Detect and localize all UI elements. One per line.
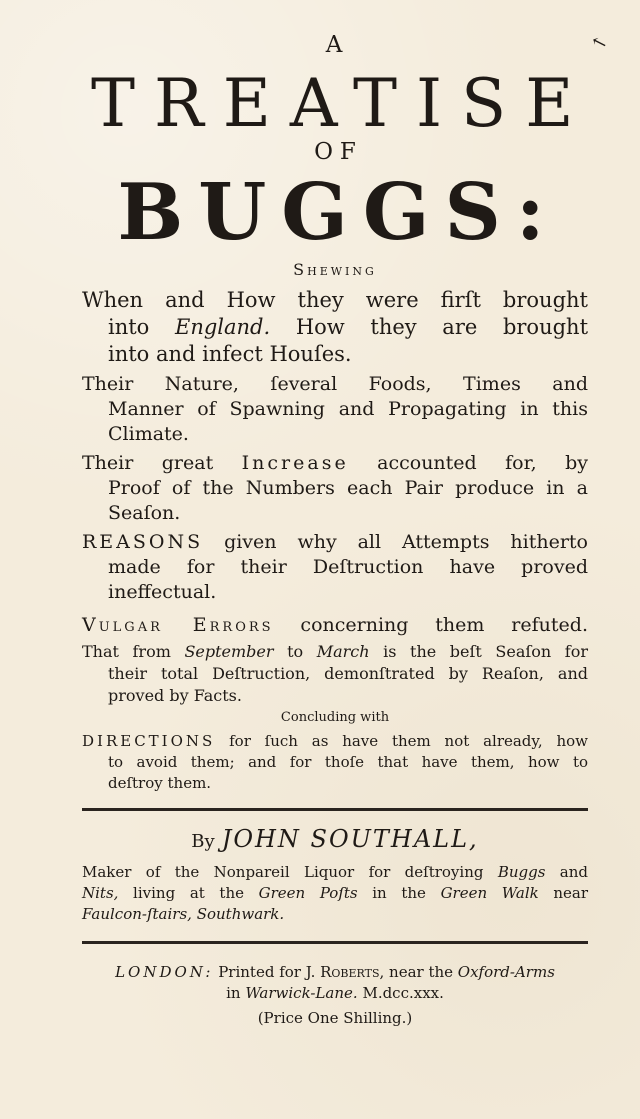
section-increase-line-3: Seaſon. — [108, 502, 181, 524]
section-directions — [82, 731, 588, 794]
section-nature-line-3: Climate. — [108, 423, 189, 445]
section-when-how-line-3: into and infect Houſes. — [108, 342, 352, 366]
maker-line-1: Maker of the Nonpareil Liquor for deſtroying Buggs and — [82, 863, 588, 881]
author-line — [82, 825, 588, 856]
treatise-title: TREATISE — [91, 65, 593, 142]
section-vulgar-errors — [82, 613, 588, 637]
maker-line-3: Faulcon-ſtairs, Southwark. — [82, 905, 285, 923]
bottom-rule — [82, 941, 588, 944]
article-a: A — [325, 32, 345, 58]
section-season-line-1: That from September to March is the beſt Seaſon for — [82, 642, 588, 661]
section-when-how — [82, 287, 588, 368]
corner-mark: ↖ — [589, 30, 610, 56]
of-label: OF — [314, 139, 363, 165]
section-increase-line-1: Their great Increase accounted for, by — [82, 452, 588, 474]
maker-line-2: Nits, living at the Green Poſts in the Green Walk near — [82, 884, 589, 902]
section-when-how-line-2: into England. How they are brought — [108, 315, 589, 339]
imprint — [82, 962, 588, 1004]
section-season-line-2: their total Deſtruction, demonſtrated by Reaſon, and — [108, 664, 588, 683]
section-reasons-line-3: ineffectual. — [108, 581, 217, 603]
imprint-line-2: in Warwick-Lane. M.dcc.xxx. — [226, 984, 444, 1002]
section-directions-line-1: DIRECTIONS for ſuch as have them not already, how — [82, 732, 588, 750]
section-season — [82, 641, 588, 707]
buggs-title: BUGGS: — [117, 167, 560, 258]
section-increase — [82, 451, 588, 526]
section-season-line-3: proved by Facts. — [108, 686, 242, 705]
section-nature — [82, 372, 588, 447]
author-by: By — [191, 831, 215, 852]
shewing-label: Shewing — [293, 260, 377, 279]
section-directions-line-2: to avoid them; and for thoſe that have them, how to — [108, 753, 588, 771]
maker-info — [82, 862, 588, 925]
section-reasons-line-1: REASONS given why all Attempts hitherto — [82, 531, 588, 553]
section-reasons — [82, 530, 588, 605]
section-when-how-line-1: When and How they were firſt brought — [82, 288, 588, 312]
price-line: (Price One Shilling.) — [257, 1009, 413, 1027]
section-directions-line-3: deſtroy them. — [108, 774, 212, 792]
section-vulgar-errors-line-1: Vulgar Errors concerning them refuted. — [82, 614, 588, 636]
section-nature-line-1: Their Nature, ſeveral Foods, Times and — [82, 373, 588, 395]
concluding-line: Concluding with — [280, 710, 390, 725]
section-nature-line-2: Manner of Spawning and Propagating in this — [108, 398, 588, 420]
section-reasons-line-2: made for their Deſtruction have proved — [108, 556, 588, 578]
top-rule — [82, 808, 588, 811]
section-increase-line-2: Proof of the Numbers each Pair produce in a — [108, 477, 588, 499]
imprint-line-1: LONDON: Printed for J. Roberts, near the Oxford-Arms — [115, 963, 555, 981]
author-name: JOHN SOUTHALL, — [221, 825, 479, 853]
